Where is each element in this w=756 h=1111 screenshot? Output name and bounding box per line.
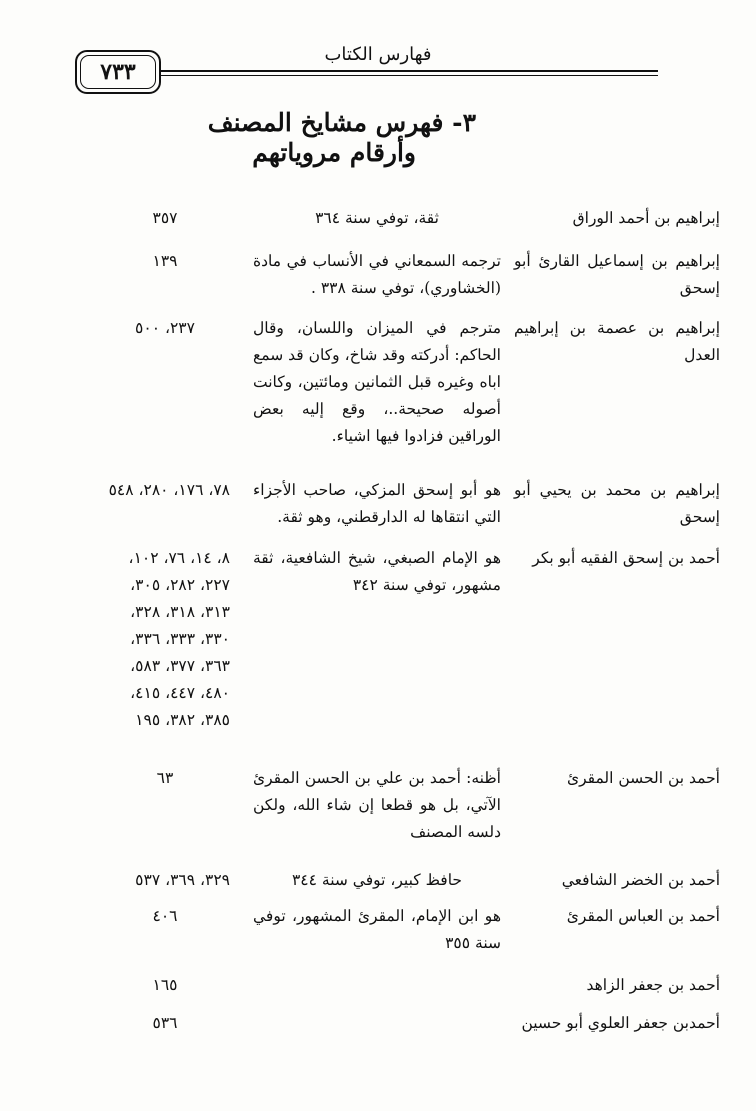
entry-refs: ٥٣٦ bbox=[152, 1014, 178, 1032]
entry-refs: ٣٢٩، ٣٦٩، ٥٣٧ bbox=[135, 871, 230, 889]
entry-name: أحمدبن جعفر العلوي أبو حسين bbox=[521, 1014, 720, 1032]
page-number-badge bbox=[75, 50, 161, 94]
entry-note: مترجم في الميزان واللسان، وقال الحاكم: أدركته وقد شاخ، وكان قد سمع اباه وغيره قبل الثمانين ومائتين، وكانت أصوله صحيحة..، وقع إليه بعض الوراقين فزادوا فيها اشياء. bbox=[253, 319, 501, 445]
entry-name: أحمد بن الخضر الشافعي bbox=[561, 871, 720, 889]
entry-name: أحمد بن العباس المقرئ bbox=[566, 907, 720, 925]
header-rule bbox=[160, 70, 658, 72]
entry-note: هو أبو إسحق المزكي، صاحب الأجزاء التي انتقاها له الدارقطني، وهو ثقة. bbox=[253, 481, 501, 526]
entry-name: إبراهيم بن عصمة بن إبراهيم العدل bbox=[514, 319, 720, 364]
entry-note: حافظ كبير، توفي سنة ٣٤٤ bbox=[291, 871, 463, 889]
entry-refs: ١٣٩ bbox=[152, 252, 178, 270]
section-title-line2: وأرقام مروياتهم bbox=[252, 138, 416, 167]
entry-note: ترجمه السمعاني في الأنساب في مادة (الخشاوري)، توفي سنة ٣٣٨ . bbox=[253, 252, 501, 297]
entry-refs: ١٦٥ bbox=[152, 976, 178, 994]
entry-name: إبراهيم بن أحمد الوراق bbox=[572, 209, 720, 227]
entry-name: إبراهيم بن إسماعيل القارئ أبو إسحق bbox=[514, 252, 720, 297]
header-rule-thin bbox=[160, 75, 658, 76]
section-title-line1: ٣- فهرس مشايخ المصنف bbox=[207, 108, 476, 137]
entry-name: أحمد بن إسحق الفقيه أبو بكر bbox=[532, 549, 720, 567]
entry-refs: ٤٠٦ bbox=[152, 907, 178, 925]
entry-refs: ٣٥٧ bbox=[152, 209, 178, 227]
entry-name: أحمد بن الحسن المقرئ bbox=[566, 769, 720, 787]
running-header-title: فهارس الكتاب bbox=[324, 44, 432, 65]
entry-note: أظنه: أحمد بن علي بن الحسن المقرئ الآتي، بل هو قطعا إن شاء الله، ولكن دلسه المصنف bbox=[253, 769, 501, 841]
entry-note: هو ابن الإمام، المقرئ المشهور، توفي سنة ٣٥٥ bbox=[253, 907, 501, 952]
entry-name: إبراهيم بن محمد بن يحيي أبو إسحق bbox=[514, 481, 720, 526]
entry-note: هو الإمام الصبغي، شيخ الشافعية، ثقة مشهور، توفي سنة ٣٤٢ bbox=[253, 549, 501, 594]
section-title bbox=[120, 108, 476, 168]
page-number: ٧٣٣ bbox=[100, 59, 136, 85]
entry-refs: ٦٣ bbox=[156, 769, 174, 787]
entry-refs: ٢٣٧، ٥٠٠ bbox=[135, 319, 195, 337]
entry-note: ثقة، توفي سنة ٣٦٤ bbox=[315, 209, 439, 227]
entry-refs: ٧٨، ١٧٦، ٢٨٠، ٥٤٨ bbox=[108, 481, 230, 499]
entry-name: أحمد بن جعفر الزاهد bbox=[586, 976, 720, 994]
entry-refs: ٨، ١٤، ٧٦، ١٠٢، ٢٢٧، ٢٨٢، ٣٠٥، ٣١٣، ٣١٨، ٣٢٨، ٣٣٠، ٣٣٣، ٣٣٦، ٣٦٣، ٣٧٧، ٥٨٣، ٤٨٠، ٤٤٧، ٤١٥، ٣٨٥، ٣٨٢، ١٩٥ bbox=[128, 549, 230, 729]
